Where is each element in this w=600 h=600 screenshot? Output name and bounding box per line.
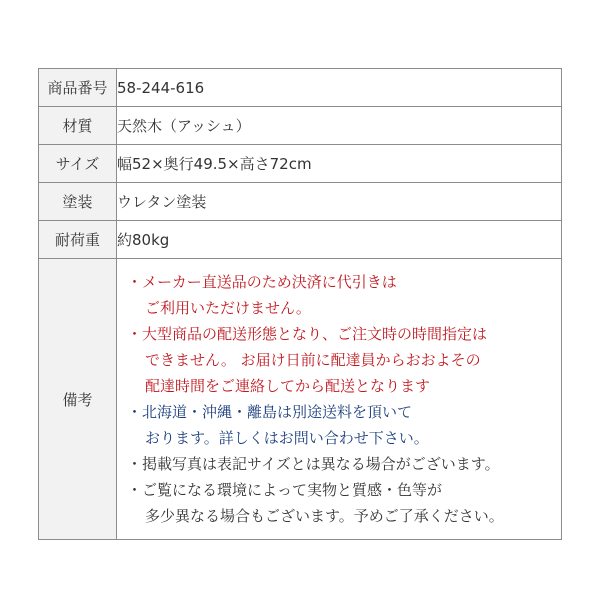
- note-line: できません。 お届け日前に配達員からおおよその: [145, 351, 481, 369]
- spec-label: 商品番号: [39, 69, 117, 107]
- spec-value: 約80kg: [117, 221, 562, 259]
- note-delivery-time: [127, 321, 561, 399]
- note-line: ご利用いただけません。: [145, 299, 311, 317]
- note-line: ・メーカー直送品のため決済に代引きは: [127, 273, 397, 291]
- spec-value: 幅52×奥行49.5×高さ72cm: [117, 145, 562, 183]
- note-color-texture: [127, 477, 561, 529]
- note-line: ・大型商品の配送形態となり、ご注文時の時間指定は: [127, 325, 488, 343]
- spec-value: 58-244-616: [117, 69, 562, 107]
- note-line: 多少異なる場合もございます。予めご了承ください。: [145, 507, 504, 525]
- notes-label: 備考: [39, 259, 117, 540]
- notes-cell: [117, 259, 562, 540]
- note-line: おります。詳しくはお問い合わせ下さい。: [145, 429, 429, 447]
- spec-label: 耐荷重: [39, 221, 117, 259]
- spec-label: 塗装: [39, 183, 117, 221]
- spec-label: 材質: [39, 107, 117, 145]
- spec-row-load-capacity: [39, 221, 562, 259]
- note-line: 配達時間をご連絡してから配送となります: [145, 377, 431, 395]
- spec-row-finish: [39, 183, 562, 221]
- spec-row-size: [39, 145, 562, 183]
- note-line: ・ご覧になる環境によって実物と質感・色等が: [127, 481, 443, 499]
- note-line: ・掲載写真は表記サイズとは異なる場合がございます。: [127, 455, 500, 473]
- spec-label: サイズ: [39, 145, 117, 183]
- spec-value: 天然木（アッシュ）: [117, 107, 562, 145]
- note-line: ・北海道・沖縄・離島は別途送料を頂いて: [127, 403, 413, 421]
- spec-row-notes: [39, 259, 562, 540]
- spec-table: [38, 68, 562, 540]
- spec-row-material: [39, 107, 562, 145]
- note-shipping-fee: [127, 399, 561, 451]
- note-photo-size: [127, 451, 561, 477]
- spec-row-product-number: [39, 69, 562, 107]
- spec-value: ウレタン塗装: [117, 183, 562, 221]
- note-direct-shipping: [127, 269, 561, 321]
